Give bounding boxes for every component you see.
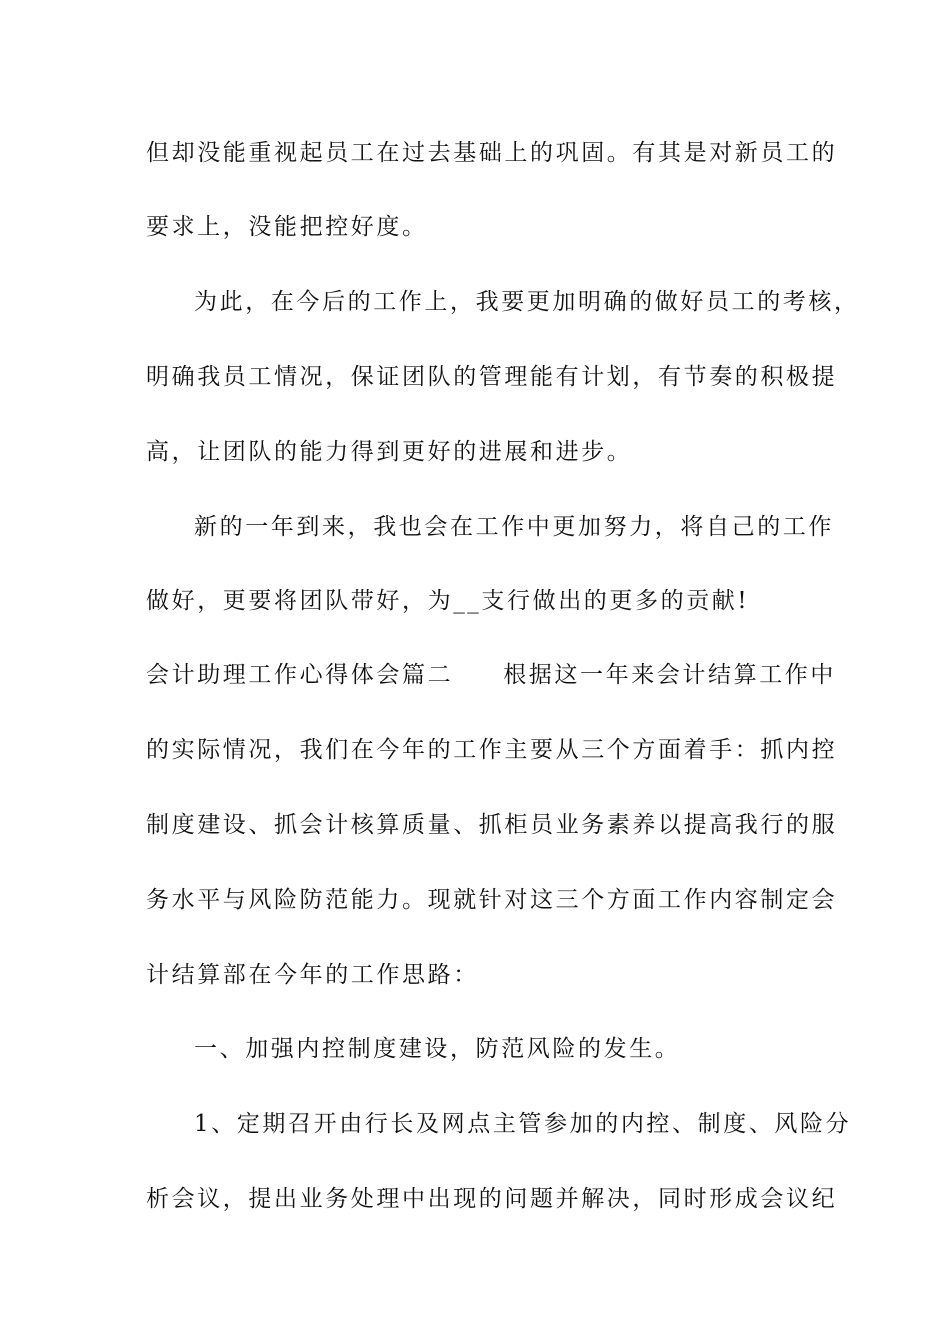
text-line: 做好，更要将团队带好，为__支行做出的更多的贡献! bbox=[146, 588, 750, 614]
text-line: 但却没能重视起员工在过去基础上的巩固。有其是对新员工的 bbox=[146, 140, 838, 166]
text-line: 为此，在今后的工作上，我要更加明确的做好员工的考核， bbox=[194, 289, 860, 315]
text-line: 制度建设、抓会计核算质量、抓柜员业务素养以提高我行的服 bbox=[146, 812, 838, 838]
text-line: 1、定期召开由行长及网点主管参加的内控、制度、风险分 bbox=[194, 1111, 852, 1137]
text-line: 要求上，没能把控好度。 bbox=[146, 214, 428, 240]
text-line: 的实际情况，我们在今年的工作主要从三个方面着手：抓内控 bbox=[146, 737, 838, 763]
text-line: 计结算部在今年的工作思路： bbox=[146, 962, 479, 988]
text-line: 高，让团队的能力得到更好的进展和进步。 bbox=[146, 439, 633, 465]
section-heading: 会计助理工作心得体会篇二 bbox=[146, 662, 454, 688]
text-line: 新的一年到来，我也会在工作中更加努力，将自己的工作 bbox=[194, 514, 834, 540]
paragraph-start: 根据这一年来会计结算工作中 bbox=[503, 662, 837, 688]
text-line: 析会议，提出业务处理中出现的问题并解决，同时形成会议纪 bbox=[146, 1186, 838, 1212]
text-line: 一、加强内控制度建设，防范风险的发生。 bbox=[194, 1036, 681, 1062]
text-line bbox=[146, 660, 837, 690]
text-line: 明确我员工情况，保证团队的管理能有计划，有节奏的积极提 bbox=[146, 364, 838, 390]
text-line: 务水平与风险防范能力。现就针对这三个方面工作内容制定会 bbox=[146, 887, 838, 913]
